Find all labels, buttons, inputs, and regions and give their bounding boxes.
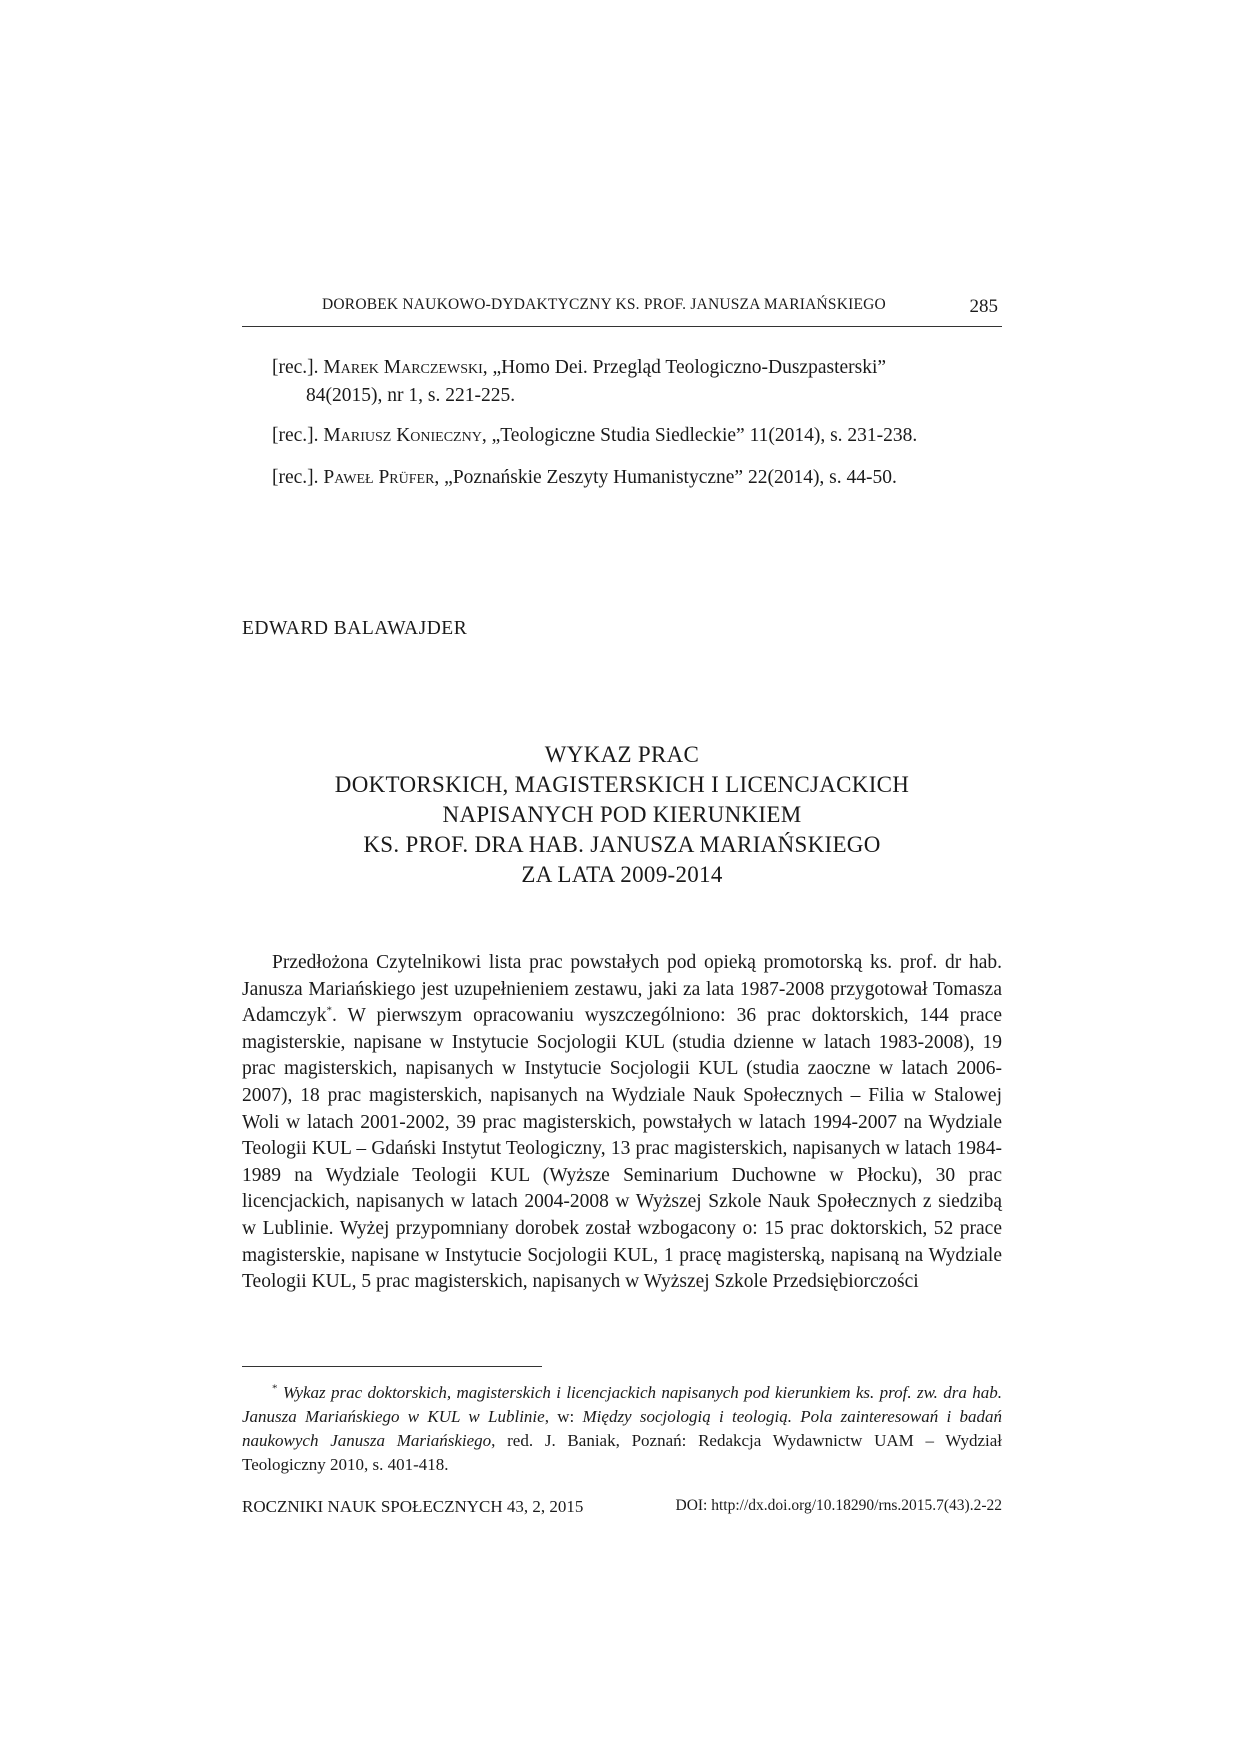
review-source: , „Teologiczne Studia Siedleckie” 11(2014), s. 231-238. [481, 425, 918, 446]
running-head [242, 296, 1002, 327]
review-entry [272, 422, 1002, 450]
title-line: ZA LATA 2009-2014 [521, 862, 723, 887]
review-source: , „Homo Dei. Przegląd Teologiczno-Duszpasterski” [482, 357, 887, 378]
review-prefix: [rec.]. [272, 467, 324, 488]
footnote-title: Wykaz prac doktorskich, magisterskich i licencjackich napisanych pod kierunkiem ks. prof. zw. dra hab. Janusza Mariańskiego w KUL w Lublinie [242, 1383, 1002, 1426]
body-text-part: . W pierwszym opracowaniu wyszczególniono: 36 prac doktorskich, 144 prace magisterskie, napisane w Instytucie Socjologii KUL (studia dzienne w latach 1983-2008), 19 prac magisterskich, napisanych w Instytucie Socjologii KUL (studia zaoczne w latach 2006-2007), 18 prac magisterskich, napisanych na Wydziale Nauk Społecznych – Filia w Stalowej Woli w latach 2001-2002, 39 prac magisterskich, powstałych w latach 1994-2007 na Wydziale Teologii KUL – Gdański Instytut Teologiczny, 13 prac magisterskich, napisanych w latach 1984-1989 na Wydziale Teologii KUL (Wyższe Seminarium Duchowne w Płocku), 30 prac licencjackich, napisanych w latach 2004-2008 w Wyższej Szkole Nauk Społecznych z siedzibą w Lublinie. Wyżej przypomniany dorobek został wzbogacony o: 15 prac doktorskich, 52 prace magisterskie, napisane w Instytucie Socjologii KUL, 1 pracę magisterską, napisaną na Wydziale Teologii KUL, 5 prac magisterskich, napisanych w Wyższej Szkole Przedsiębiorczości [242, 1005, 1002, 1293]
reviewer-name: Marek Marczewski [323, 357, 483, 378]
body-paragraph [242, 950, 1002, 1296]
article-title [242, 740, 1002, 890]
running-title: DOROBEK NAUKOWO-DYDAKTYCZNY KS. PROF. JANUSZA MARIAŃSKIEGO [322, 296, 886, 313]
review-prefix: [rec.]. [272, 425, 324, 446]
body-text-part: Przedłożona Czytelnikowi lista prac powstałych pod opieką promotorską ks. prof. dr hab. Janusza Mariańskiego jest uzupełnieniem zestawu, jaki za lata 1987-2008 przygotował Tomasza Adamczyk [242, 952, 1002, 1027]
footnote-text: , w: [544, 1407, 583, 1426]
author-name: EDWARD BALAWAJDER [242, 618, 468, 639]
footnote-text: , red. J. Baniak, Poznań: Redakcja Wydawnictw UAM – Wydział Teologiczny 2010, s. 401-418. [242, 1431, 1002, 1474]
title-line: DOKTORSKICH, MAGISTERSKICH I LICENCJACKICH [334, 772, 910, 797]
review-entry [272, 464, 1002, 492]
review-prefix: [rec.]. [272, 357, 324, 378]
title-line: WYKAZ PRAC [544, 742, 700, 767]
reviewer-name: Mariusz Konieczny [323, 425, 482, 446]
review-source: , „Poznańskie Zeszyty Humanistyczne” 22(2014), s. 44-50. [434, 467, 897, 488]
title-line: NAPISANYCH POD KIERUNKIEM [442, 802, 802, 827]
reviewer-name: Paweł Prüfer [323, 467, 435, 488]
footnote [242, 1381, 1002, 1477]
review-source-cont: 84(2015), nr 1, s. 221-225. [306, 385, 516, 406]
review-entry [272, 354, 1002, 410]
footnote-mark: * [272, 1382, 278, 1395]
doi-link[interactable]: DOI: http://dx.doi.org/10.18290/rns.2015.7(43).2-22 [675, 1497, 1002, 1514]
journal-name: ROCZNIKI NAUK SPOŁECZNYCH 43, 2, 2015 [242, 1497, 584, 1516]
page-number: 285 [969, 296, 998, 317]
footnote-divider [242, 1366, 542, 1367]
title-line: KS. PROF. DRA HAB. JANUSZA MARIAŃSKIEGO [363, 832, 881, 857]
footnote-book-title: Między socjologią i teologią. Pola zainteresowań i badań naukowych Janusza Mariańskiego [242, 1407, 1002, 1450]
footnote-reference[interactable]: * [326, 1004, 332, 1017]
